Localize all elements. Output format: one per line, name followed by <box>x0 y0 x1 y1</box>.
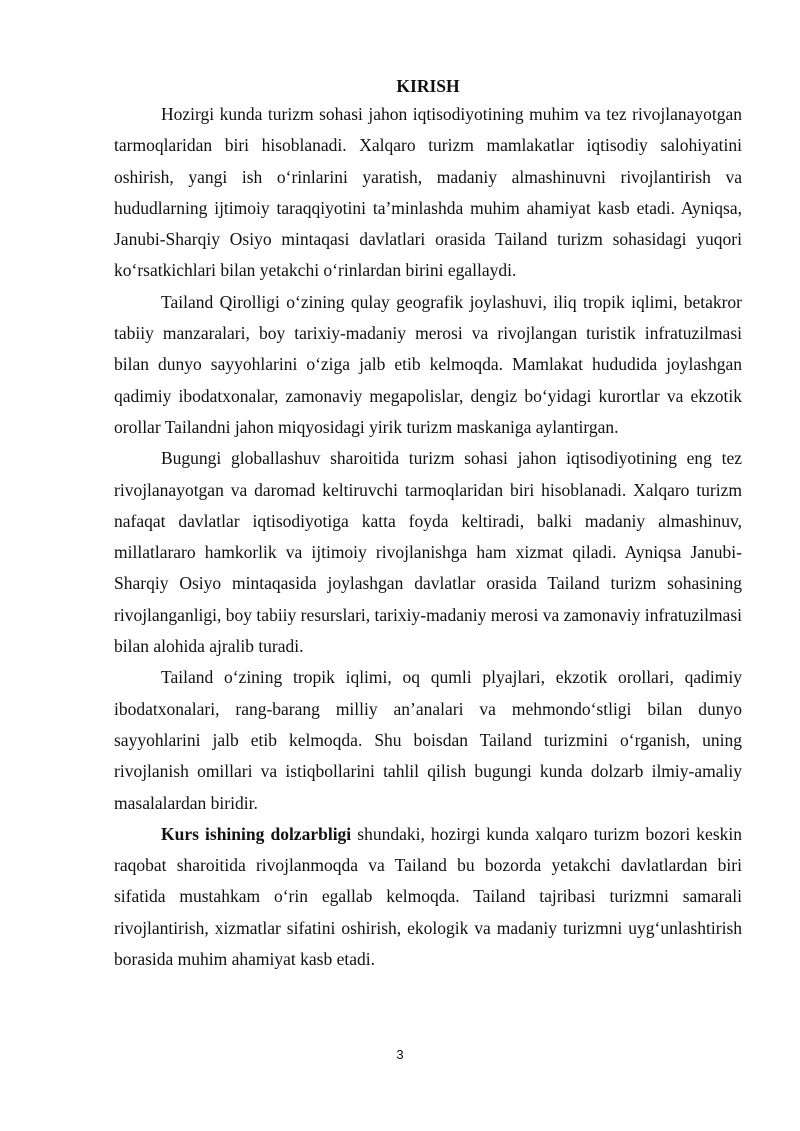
paragraph-5-text: shundaki, hozirgi kunda xalqaro turizm bozori keskin raqobat sharoitida rivojlanmoqda va Tailand bu bozorda yetakchi davlatlardan biri sifatida mustahkam o‘rin egallab kelmoqda. Tailand tajribasi turizmni samarali rivojlantirish, xizmatlar sifatini oshirish, ekologik va madaniy turizmni uyg‘unlashtirish borasida muhim ahamiyat kasb etadi. <box>114 823 743 970</box>
paragraph-2 <box>114 287 742 443</box>
paragraph-1-text: Hozirgi kunda turizm sohasi jahon iqtisodiyotining muhim va tez rivojlanayotgan tarmoqlaridan biri hisoblanadi. Xalqaro turizm mamlakatlar iqtisodiy salohiyatini oshirish, yangi ish o‘rinlarini yaratish, madaniy almashinuvni rivojlantirish va hududlarning ijtimoiy taraqqiyotini ta’minlashda muhim ahamiyat kasb etadi. Ayniqsa, Janubi-Sharqiy Osiyo mintaqasi davlatlari orasida Tailand turizm sohasidagi yuqori ko‘rsatkichlari bilan yetakchi o‘rinlardan birini egallaydi. <box>114 104 742 281</box>
paragraph-5 <box>114 819 742 975</box>
paragraph-3-text: Bugungi globallashuv sharoitida turizm sohasi jahon iqtisodiyotining eng tez rivojlanayotgan va daromad keltiruvchi tarmoqlaridan biri hisoblanadi. Xalqaro turizm nafaqat davlatlar iqtisodiyotiga katta foyda keltiradi, balki madaniy almashinuv, millatlararo hamkorlik va ijtimoiy rivojlanishga ham xizmat qiladi. Ayniqsa Janubi-Sharqiy Osiyo mintaqasida joylashgan davlatlar orasida Tailand turizm sohasining rivojlanganligi, boy tabiiy resurslari, tarixiy-madaniy merosi va zamonaviy infratuzilmasi bilan alohida ajralib turadi. <box>114 448 742 657</box>
paragraph-2-text: Tailand Qirolligi o‘zining qulay geografik joylashuvi, iliq tropik iqlimi, betakror tabiiy manzaralari, boy tarixiy-madaniy merosi va rivojlangan turistik infratuzilmasi bilan dunyo sayyohlarini o‘ziga jalb etib kelmoqda. Mamlakat hududida joylashgan qadimiy ibodatxonalar, zamonaviy megapolislar, dengiz bo‘yidagi kurortlar va ekzotik orollar Tailandni jahon miqyosidagi yirik turizm maskaniga aylantirgan. <box>114 291 742 437</box>
paragraph-3 <box>114 443 742 662</box>
document-title: KIRISH <box>396 76 460 96</box>
paragraph-1 <box>114 99 742 287</box>
paragraph-5-bold-lead: Kurs ishining dolzarbligi <box>161 823 352 844</box>
document-page <box>114 76 742 975</box>
page-number: 3 <box>396 1047 404 1062</box>
paragraph-4-text: Tailand o‘zining tropik iqlimi, oq qumli plyajlari, ekzotik orollari, qadimiy ibodatxonalari, rang-barang milliy an’analari va mehmondo‘stligi bilan dunyo sayyohlarini jalb etib kelmoqda. Shu boisdan Tailand turizmini o‘rganish, uning rivojlanish omillari va istiqbollarini tahlil qilish bugungi kunda dolzarb ilmiy-amaliy masalalardan biridir. <box>114 667 742 813</box>
paragraph-4 <box>114 662 742 818</box>
